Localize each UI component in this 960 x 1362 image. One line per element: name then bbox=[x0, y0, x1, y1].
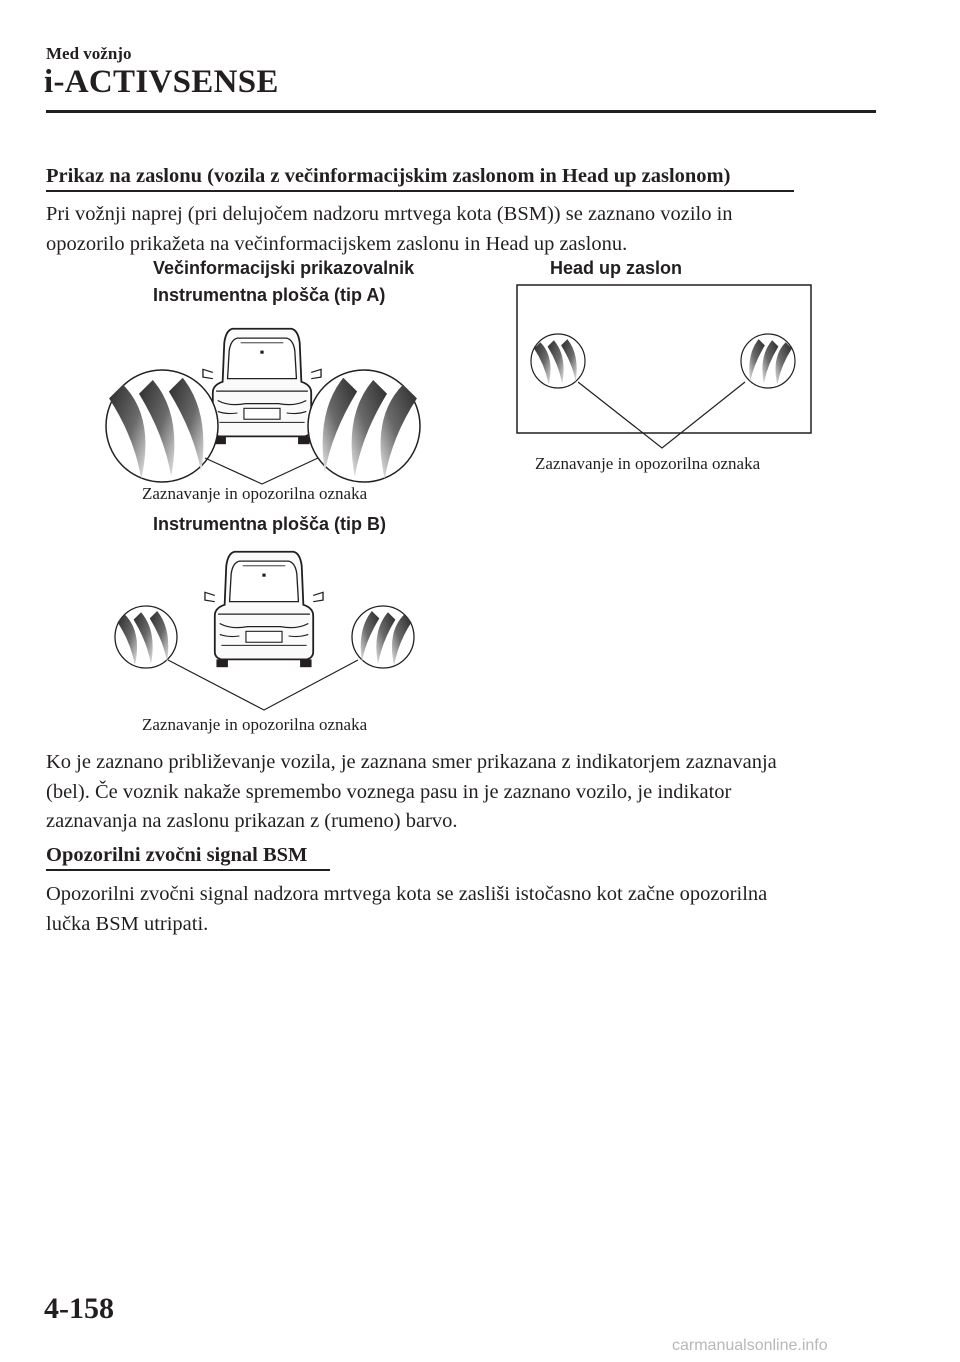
hud-right-indicator bbox=[741, 334, 795, 388]
cluster-b-right-indicator bbox=[352, 606, 414, 668]
multi-info-display-label: Večinformacijski prikazovalnik bbox=[153, 258, 415, 278]
hud-caption: Zaznavanje in opozorilna oznaka bbox=[535, 454, 761, 473]
indicator-paragraph bbox=[46, 748, 876, 837]
cluster-a-caption: Zaznavanje in opozorilna oznaka bbox=[142, 484, 368, 503]
cluster-b-left-indicator bbox=[115, 606, 177, 668]
cluster-b-label: Instrumentna plošča (tip B) bbox=[153, 514, 387, 534]
section-kicker: Med vožnjo bbox=[46, 44, 132, 63]
cluster-b-caption: Zaznavanje in opozorilna oznaka bbox=[142, 715, 368, 734]
cluster-b-leader-line bbox=[168, 660, 358, 710]
hud-label: Head up zaslon bbox=[550, 258, 683, 278]
paragraph-line: Opozorilni zvočni signal nadzora mrtvega kota se zasliši istočasno kot začne opozorilna bbox=[46, 883, 768, 905]
chapter-title: i-ACTIVSENSE bbox=[44, 64, 279, 100]
cluster-a-right-indicator bbox=[308, 370, 420, 482]
paragraph-line: Ko je zaznano približevanje vozila, je zaznana smer prikazana z indikatorjem zaznavanja bbox=[46, 751, 777, 773]
cluster-a-label: Instrumentna plošča (tip A) bbox=[153, 285, 386, 305]
hud-left-indicator bbox=[531, 334, 585, 388]
cluster-a-leader-line bbox=[205, 458, 318, 484]
paragraph-line: (bel). Če voznik nakaže spremembo voznega pasu in je zaznano vozilo, je indikator bbox=[46, 780, 732, 803]
warning-section-heading: Opozorilni zvočni signal BSM bbox=[46, 844, 308, 866]
intro-line: opozorilo prikažeta na večinformacijskem zaslonu in Head up zaslonu. bbox=[46, 232, 628, 255]
intro-line: Pri vožnji naprej (pri delujočem nadzoru mrtvega kota (BSM)) se zaznano vozilo in bbox=[46, 203, 733, 225]
cluster-b-car-illustration bbox=[205, 552, 323, 667]
page-number: 4-158 bbox=[44, 1292, 114, 1325]
display-section-heading: Prikaz na zaslonu (vozila z večinformacijskim zaslonom in Head up zaslonom) bbox=[46, 165, 731, 187]
warning-paragraph bbox=[46, 880, 876, 939]
paragraph-line: lučka BSM utripati. bbox=[46, 912, 209, 935]
cluster-a-car-illustration bbox=[203, 329, 321, 444]
cluster-a-left-indicator bbox=[106, 370, 218, 482]
site-watermark: carmanualsonline.info bbox=[672, 1337, 828, 1354]
paragraph-line: zaznavanja na zaslonu prikazan z (rumeno) barvo. bbox=[46, 810, 458, 832]
warning-heading-underline bbox=[46, 869, 330, 871]
